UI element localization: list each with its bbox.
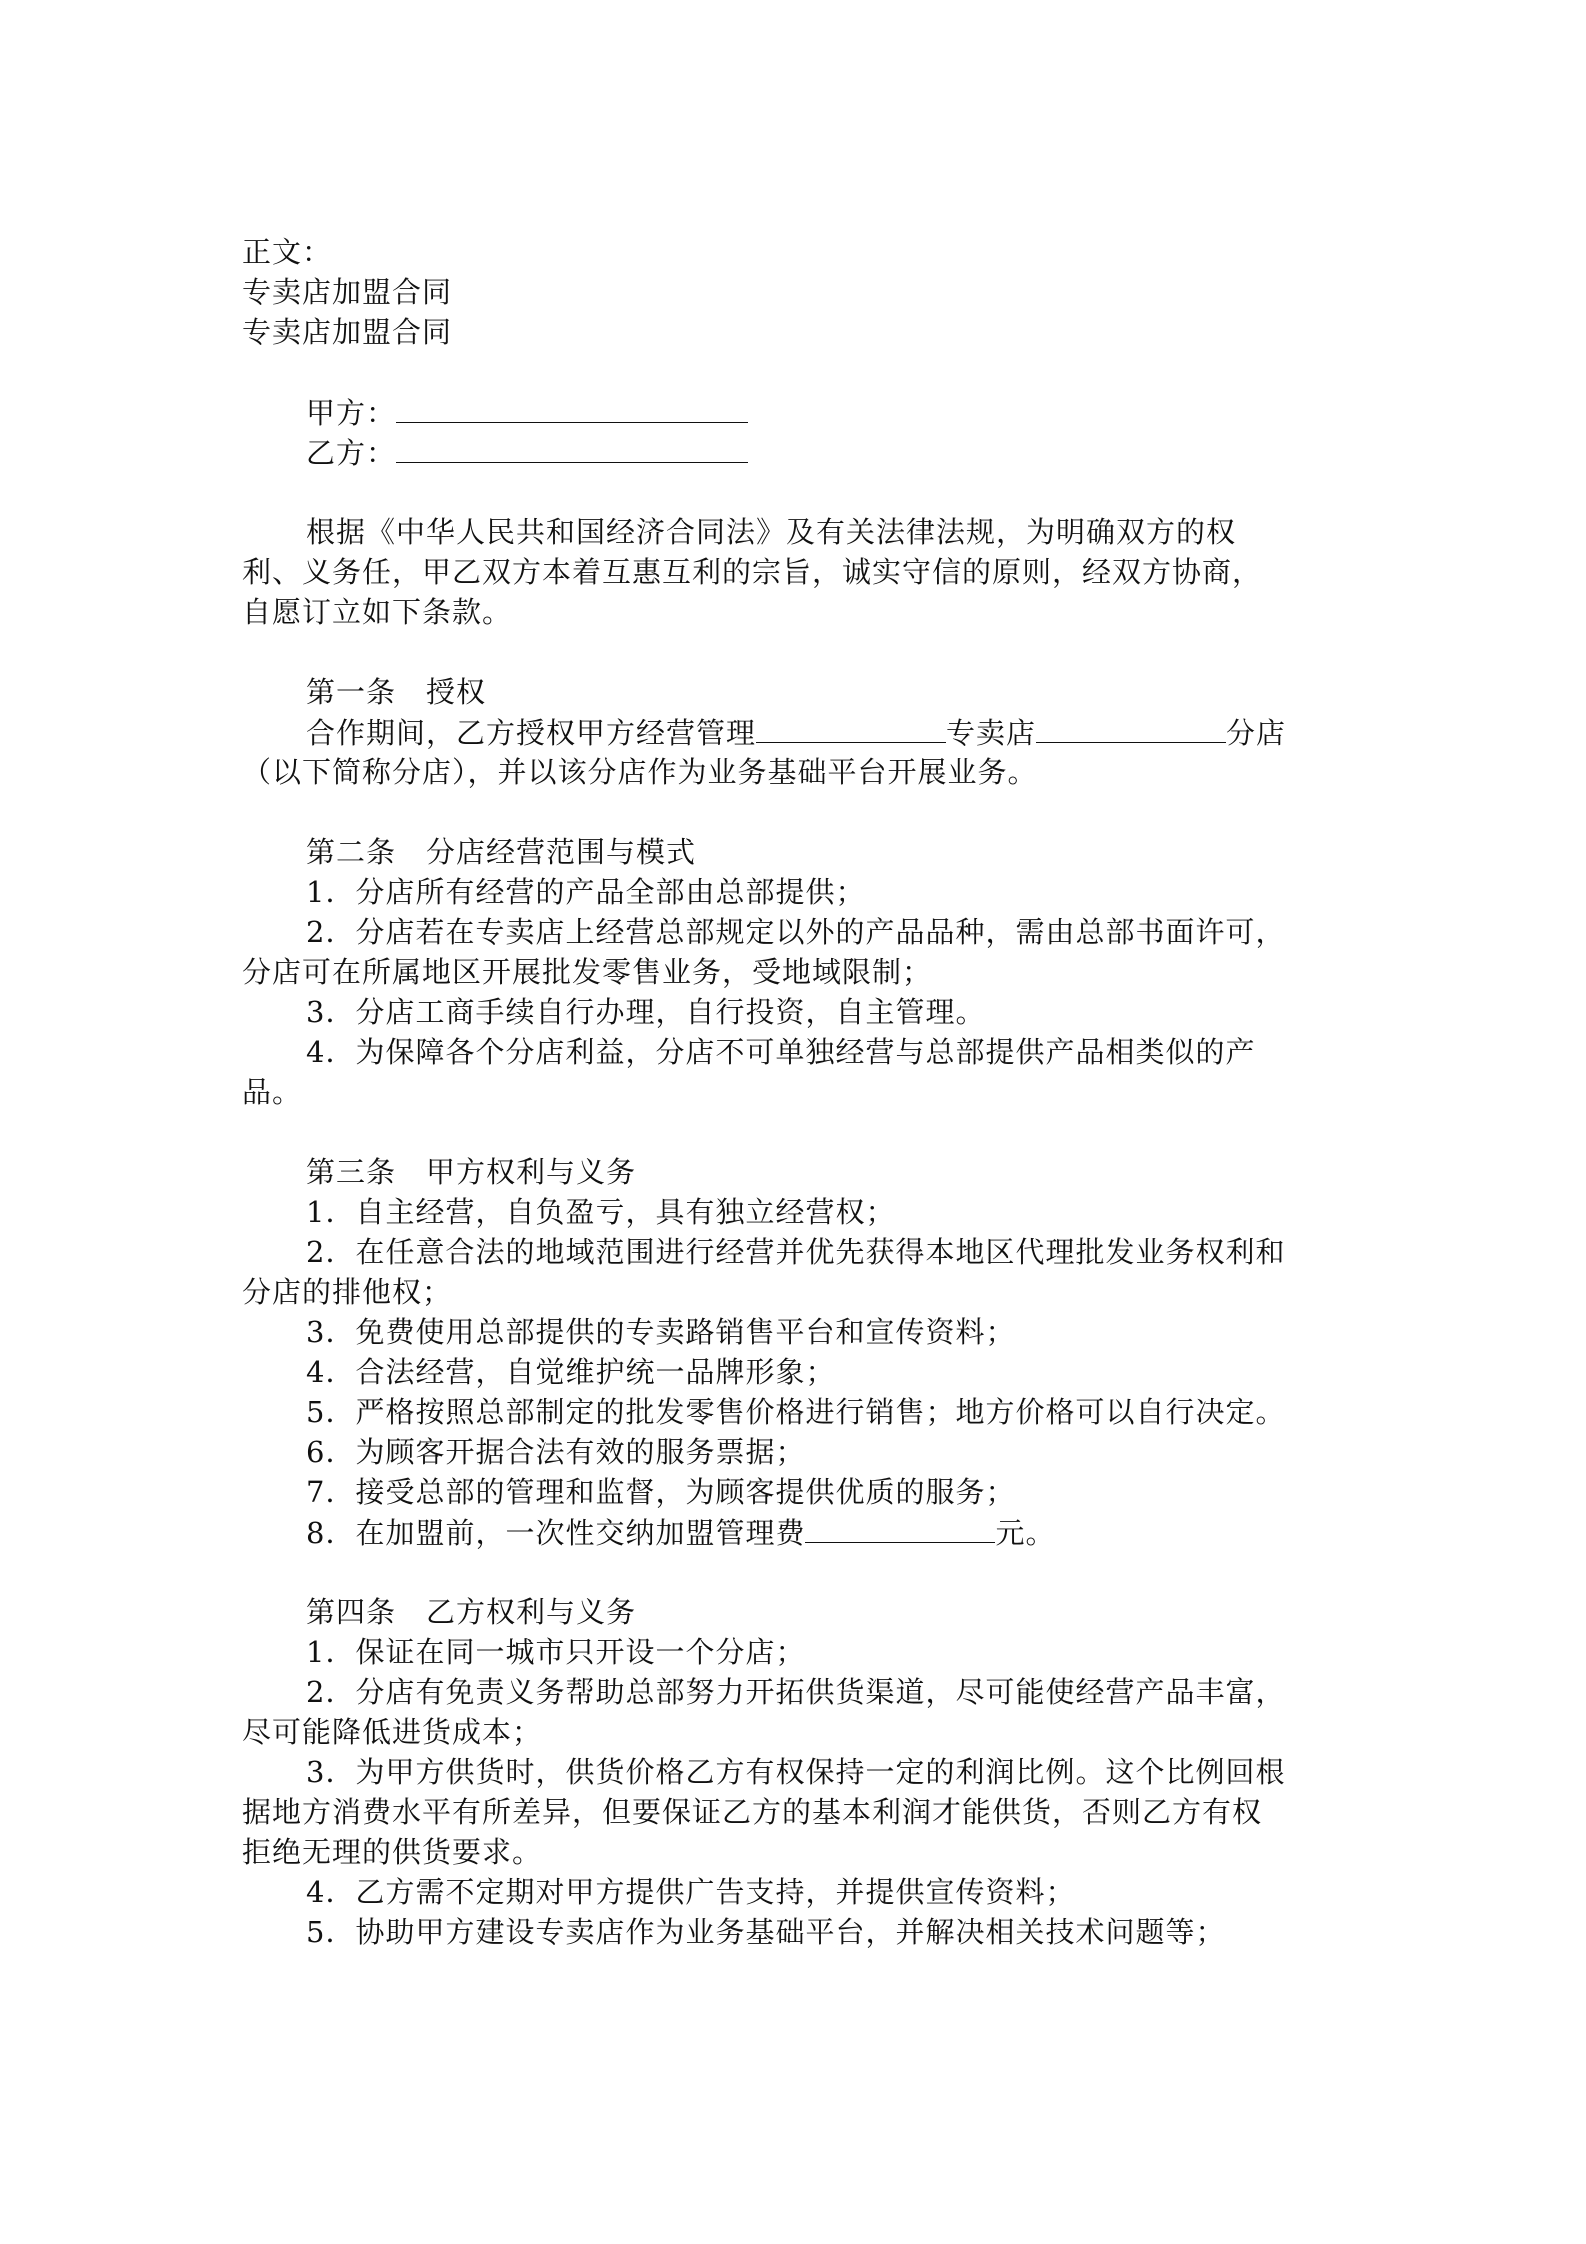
article-title: 分店经营范围与模式 bbox=[426, 835, 697, 869]
contract-body bbox=[242, 232, 1352, 1952]
fee-unit: 元。 bbox=[995, 1516, 1056, 1550]
body-label: 正文： bbox=[242, 235, 333, 269]
clause-item: 品。 bbox=[242, 1075, 303, 1109]
party-a-blank bbox=[396, 392, 748, 423]
article-number: 第四条 bbox=[306, 1595, 397, 1629]
clause-item: 4．乙方需不定期对甲方提供广告支持，并提供宣传资料； bbox=[306, 1875, 1076, 1909]
clause-item: 据地方消费水平有所差异，但要保证乙方的基本利润才能供货，否则乙方有权 bbox=[242, 1795, 1263, 1829]
clause-item: 分店的排他权； bbox=[242, 1275, 453, 1309]
article-1-line: （以下简称分店），并以该分店作为业务基础平台开展业务。 bbox=[242, 755, 1038, 789]
preamble-line: 利、义务任，甲乙双方本着互惠互利的宗旨，诚实守信的原则，经双方协商， bbox=[242, 555, 1263, 589]
article-1-text: 分店 bbox=[1226, 716, 1287, 750]
clause-item: 拒绝无理的供货要求。 bbox=[242, 1835, 543, 1869]
fee-amount-blank bbox=[805, 1512, 995, 1543]
clause-item: 4．为保障各个分店利益，分店不可单独经营与总部提供产品相类似的产 bbox=[306, 1035, 1256, 1069]
article-1-heading bbox=[242, 672, 1352, 712]
article-2-heading bbox=[242, 832, 1352, 872]
store-name-blank bbox=[756, 712, 946, 743]
article-1-line bbox=[242, 712, 1352, 752]
clause-item: 1．分店所有经营的产品全部由总部提供； bbox=[306, 875, 866, 909]
clause-item: 分店可在所属地区开展批发零售业务，受地域限制； bbox=[242, 955, 933, 989]
branch-name-blank bbox=[1036, 712, 1226, 743]
clause-item: 3．免费使用总部提供的专卖路销售平台和宣传资料； bbox=[306, 1315, 1016, 1349]
article-1-text: 专卖店 bbox=[946, 716, 1037, 750]
clause-item: 5．严格按照总部制定的批发零售价格进行销售；地方价格可以自行决定。 bbox=[306, 1395, 1286, 1429]
party-a-line bbox=[242, 392, 1352, 432]
clause-item: 3．分店工商手续自行办理，自行投资，自主管理。 bbox=[306, 995, 986, 1029]
clause-item: 3．为甲方供货时，供货价格乙方有权保持一定的利润比例。这个比例回根 bbox=[306, 1755, 1286, 1789]
clause-item: 尽可能降低进货成本； bbox=[242, 1715, 543, 1749]
article-3-heading bbox=[242, 1152, 1352, 1192]
fee-text: 8．在加盟前，一次性交纳加盟管理费 bbox=[306, 1516, 806, 1550]
contract-title: 专卖店加盟合同 bbox=[242, 275, 453, 309]
article-1-text: 合作期间，乙方授权甲方经营管理 bbox=[306, 716, 757, 750]
party-b-blank bbox=[396, 432, 748, 463]
preamble-line: 自愿订立如下条款。 bbox=[242, 595, 513, 629]
clause-item bbox=[242, 1512, 1352, 1552]
article-4-heading bbox=[242, 1592, 1352, 1632]
clause-item: 1．自主经营，自负盈亏，具有独立经营权； bbox=[306, 1195, 896, 1229]
contract-title-repeat: 专卖店加盟合同 bbox=[242, 315, 453, 349]
clause-item: 2．分店有免责义务帮助总部努力开拓供货渠道，尽可能使经营产品丰富， bbox=[306, 1675, 1286, 1709]
article-number: 第三条 bbox=[306, 1155, 397, 1189]
party-a-label: 甲方： bbox=[306, 396, 397, 430]
clause-item: 1．保证在同一城市只开设一个分店； bbox=[306, 1635, 806, 1669]
article-number: 第二条 bbox=[306, 835, 397, 869]
clause-item: 2．在任意合法的地域范围进行经营并优先获得本地区代理批发业务权利和 bbox=[306, 1235, 1286, 1269]
article-title: 乙方权利与义务 bbox=[426, 1595, 637, 1629]
clause-item: 6．为顾客开据合法有效的服务票据； bbox=[306, 1435, 806, 1469]
party-b-line bbox=[242, 432, 1352, 472]
article-number: 第一条 bbox=[306, 675, 397, 709]
preamble-line: 根据《中华人民共和国经济合同法》及有关法律法规，为明确双方的权 bbox=[306, 515, 1237, 549]
party-b-label: 乙方： bbox=[306, 436, 397, 470]
clause-item: 5．协助甲方建设专卖店作为业务基础平台，并解决相关技术问题等； bbox=[306, 1915, 1226, 1949]
article-title: 甲方权利与义务 bbox=[426, 1155, 637, 1189]
article-title: 授权 bbox=[426, 675, 487, 709]
clause-item: 2．分店若在专卖店上经营总部规定以外的产品品种，需由总部书面许可， bbox=[306, 915, 1286, 949]
clause-item: 7．接受总部的管理和监督，为顾客提供优质的服务； bbox=[306, 1475, 1016, 1509]
clause-item: 4．合法经营，自觉维护统一品牌形象； bbox=[306, 1355, 836, 1389]
